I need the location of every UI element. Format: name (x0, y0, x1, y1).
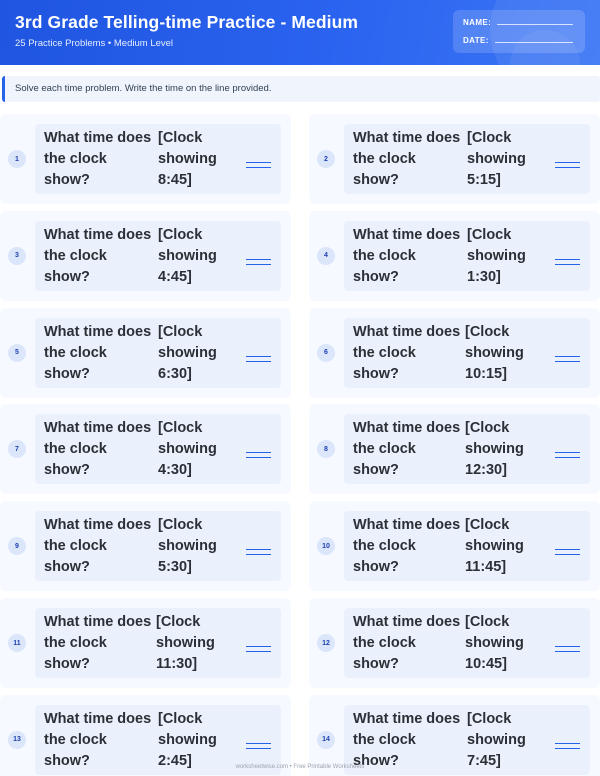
problem-card (309, 114, 600, 204)
instructions-banner: Solve each time problem. Write the time on the line provided. (2, 76, 600, 102)
date-row (463, 36, 573, 45)
name-line[interactable] (497, 24, 573, 25)
question-text: What time does the clock show? (353, 323, 461, 382)
question-text: What time does the clock show? (353, 517, 461, 576)
clock-placeholder: [Clock showing 4:30] (158, 420, 217, 479)
question-text: What time does the clock show? (44, 130, 152, 188)
clock-placeholder: [Clock showing 7:45] (467, 710, 526, 769)
problem-card (0, 501, 291, 591)
question-text: What time does the clock show? (44, 614, 152, 672)
answer-line[interactable] (246, 259, 271, 266)
clock-placeholder: [Clock showing 12:30] (465, 420, 524, 479)
question-box (35, 318, 281, 388)
problem-number: 11 (8, 634, 26, 652)
question-text: What time does the clock show? (44, 710, 152, 769)
problem-number: 2 (317, 150, 335, 168)
clock-placeholder: [Clock showing 11:45] (465, 517, 524, 576)
name-label: NAME: (463, 18, 492, 27)
problem-number: 6 (317, 344, 335, 362)
name-row (463, 18, 573, 27)
problem-number: 10 (317, 537, 335, 555)
page-title: 3rd Grade Telling-time Practice - Medium (15, 12, 359, 32)
problem-card (309, 598, 600, 688)
problem-card (309, 501, 600, 591)
answer-line[interactable] (246, 646, 271, 653)
answer-line[interactable] (246, 743, 271, 750)
question-text: What time does the clock show? (353, 226, 461, 285)
clock-placeholder: [Clock showing 2:45] (158, 710, 217, 769)
question-box (35, 414, 281, 484)
answer-line[interactable] (246, 356, 271, 363)
date-line[interactable] (495, 42, 573, 43)
name-date-box (453, 10, 585, 53)
clock-placeholder: [Clock showing 4:45] (158, 226, 217, 285)
problem-number: 13 (8, 731, 26, 749)
problem-number: 5 (8, 344, 26, 362)
answer-line[interactable] (246, 162, 271, 169)
question-box (344, 608, 590, 678)
problem-card (0, 211, 291, 301)
problem-card (0, 404, 291, 494)
problem-card (309, 308, 600, 398)
clock-placeholder: [Clock showing 11:30] (156, 614, 215, 672)
problem-number: 4 (317, 247, 335, 265)
question-box (344, 124, 590, 194)
answer-line[interactable] (555, 549, 580, 556)
problem-card (0, 114, 291, 204)
problem-card (0, 308, 291, 398)
problem-card (309, 211, 600, 301)
answer-line[interactable] (555, 356, 580, 363)
clock-placeholder: [Clock showing 8:45] (158, 130, 217, 188)
clock-placeholder: [Clock showing 10:45] (465, 614, 524, 672)
clock-placeholder: [Clock showing 1:30] (467, 226, 526, 285)
question-text: What time does the clock show? (353, 130, 461, 188)
problem-card (309, 404, 600, 494)
answer-line[interactable] (555, 646, 580, 653)
problem-card (0, 598, 291, 688)
question-box (35, 124, 281, 194)
question-box (344, 511, 590, 581)
clock-placeholder: [Clock showing 5:15] (467, 130, 526, 188)
worksheet-header (0, 0, 600, 65)
problem-number: 14 (317, 731, 335, 749)
question-box (344, 414, 590, 484)
clock-placeholder: [Clock showing 10:15] (465, 323, 524, 382)
answer-line[interactable] (246, 549, 271, 556)
question-text: What time does the clock show? (353, 710, 461, 769)
question-box (344, 318, 590, 388)
question-box (35, 608, 281, 678)
problem-number: 12 (317, 634, 335, 652)
page-subtitle: 25 Practice Problems • Medium Level (15, 38, 174, 49)
date-label: DATE: (463, 36, 489, 45)
answer-line[interactable] (555, 259, 580, 266)
answer-line[interactable] (555, 743, 580, 750)
problem-number: 7 (8, 440, 26, 458)
problem-number: 3 (8, 247, 26, 265)
question-text: What time does the clock show? (44, 323, 152, 382)
question-text: What time does the clock show? (44, 420, 152, 479)
answer-line[interactable] (555, 162, 580, 169)
answer-line[interactable] (555, 452, 580, 459)
question-text: What time does the clock show? (44, 517, 152, 576)
problem-number: 9 (8, 537, 26, 555)
question-text: What time does the clock show? (44, 226, 152, 285)
clock-placeholder: [Clock showing 5:30] (158, 517, 217, 576)
question-text: What time does the clock show? (353, 614, 461, 672)
question-box (35, 221, 281, 291)
problem-number: 8 (317, 440, 335, 458)
question-box (35, 511, 281, 581)
question-box (344, 221, 590, 291)
problem-number: 1 (8, 150, 26, 168)
answer-line[interactable] (246, 452, 271, 459)
page-footer: worksheetwise.com • Free Printable Worksheets (235, 764, 365, 770)
clock-placeholder: [Clock showing 6:30] (158, 323, 217, 382)
question-text: What time does the clock show? (353, 420, 461, 479)
